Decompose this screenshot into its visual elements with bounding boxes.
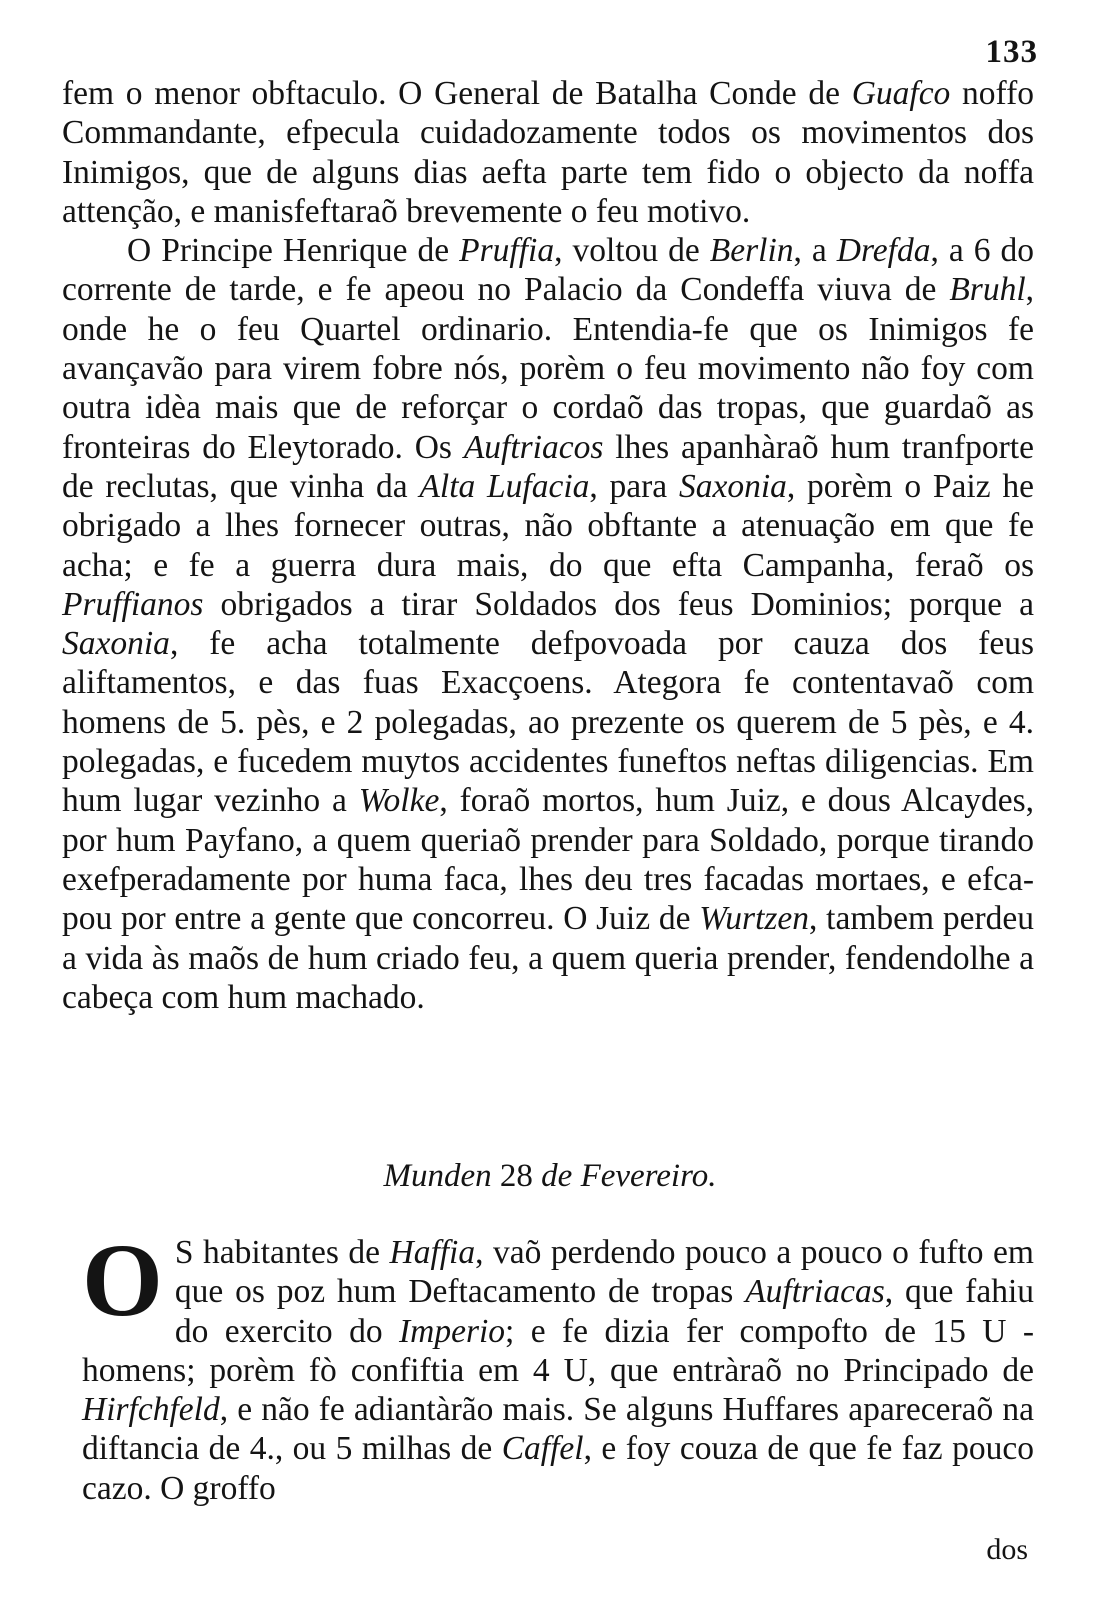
- dateline-day: 28: [499, 1158, 533, 1194]
- dateline: [0, 1158, 1100, 1195]
- italic-term: Hirfchfeld: [82, 1391, 220, 1429]
- italic-term: Pruffianos: [62, 585, 204, 623]
- italic-term: Berlin: [709, 232, 794, 270]
- second-article: [82, 1223, 1035, 1508]
- dateline-month: Fevereiro.: [580, 1158, 717, 1194]
- dateline-connector: de: [541, 1158, 573, 1194]
- catchword: dos: [986, 1533, 1028, 1566]
- paragraph-1: fem o menor obftaculo. O General de Batalha Conde de Guafco noffo Commandante, efpecula cuidadozamente todos os movimentos dos Inimigos, que de alguns dias aefta parte tem fido o objecto da noffa attenção, e manisfeftaraõ brevemente o feu motivo.: [62, 75, 1034, 230]
- italic-term: Auftriacas: [745, 1273, 885, 1311]
- italic-term: Drefda: [836, 232, 931, 270]
- italic-term: Auftriacos: [463, 428, 604, 466]
- italic-term: Imperio: [398, 1312, 506, 1350]
- italic-term: Bruhl: [949, 271, 1026, 309]
- italic-term: Pruffia: [459, 232, 555, 270]
- dateline-place: Munden: [383, 1158, 492, 1194]
- page-number: 133: [985, 34, 1038, 70]
- italic-term: Guafco: [851, 75, 951, 112]
- italic-term: Wurtzen: [699, 900, 810, 938]
- paragraph-2: O Principe Henrique de Pruffia, voltou de Berlin, a Drefda, a 6 do corrente de tarde, e fe apeou no Palacio da Condeffa viuva de Bruhl, onde he o feu Quartel ordinario. Entendia-fe que os Inimigos fe avançavão para virem fobre nós, porèm o feu movimento não foy com outra idèa mais que de reforçar o cordaõ das tropas, que guardaõ as fronteiras do Eleytorado. Os Auftriacos lhes apanhàraõ hum tranfporte de reclutas, que vinha da Alta Lufacia, para Saxonia, porèm o Paiz he obrigado a lhes fornecer outras, não obftante a atenuação em que fe acha; e fe a guerra dura mais, do que efta Campanha, feraõ os Pruffianos obrigados a tirar Soldados dos feus Dominios; porque a Saxonia, fe acha totalmente defpovoada por cauza dos feus aliftamentos, e das fuas Exacçoens. Ategora fe contentavaõ com homens de 5. pès, e 2 polegadas, ao prezente os querem de 5 pès, e 4. polegadas, e fucedem muytos accidentes funeftos neftas diligencias. Em hum lugar vezinho a Wolke, foraõ mortos, hum Juiz, e dous Alcaydes, por hum Payfano, a quem queriaõ prender para Soldado, porque tirando exefperadamente por huma faca, lhes deu tres facadas mortaes, e efcapou por entre a gente que concorreu. O Juiz de Wurtzen, tambem perdeu a vida às maõs de hum criado feu, a quem queria prender, fendendolhe a cabeça com hum machado.: [62, 232, 1034, 1016]
- drop-cap: O: [82, 1223, 163, 1338]
- article-body: [62, 74, 1034, 1017]
- italic-term: Saxonia: [62, 625, 170, 663]
- italic-term: Alta Lufacia: [419, 467, 590, 505]
- italic-term: Caffel: [501, 1430, 584, 1468]
- italic-term: Haffia: [389, 1234, 476, 1271]
- italic-term: Wolke: [358, 782, 440, 820]
- second-article-text: S habitantes de Haffia, vaõ perdendo pouco a pouco o fufto em que os poz hum Deftacamento de tropas Auftriacas, que fahiu do exercito do Imperio; e fe dizia fer compofto de 15 U - homens; porèm fò confiftia em 4 U, que entràraõ no Principado de Hirfchfeld, e não fe adiantàrão mais. Se alguns Huffares apareceraõ na diftancia de 4., ou 5 milhas de Caffel, e foy couza de que fe faz pouco cazo. O groffo: [82, 1234, 1035, 1507]
- italic-term: Saxonia: [678, 467, 787, 505]
